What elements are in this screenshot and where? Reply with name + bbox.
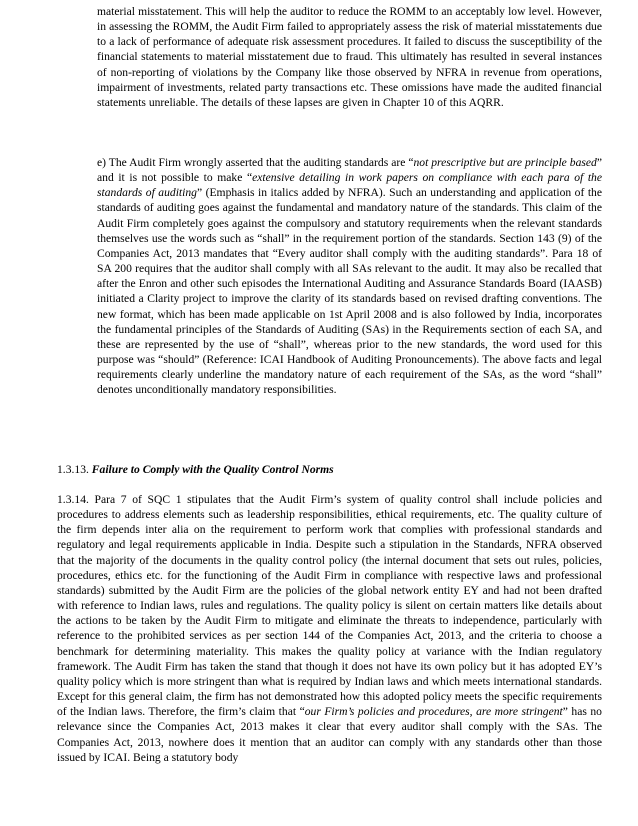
- p3-italic-quote: our Firm’s policies and procedures, are more stringent: [304, 705, 563, 719]
- section-title: Failure to Comply with the Quality Control Norms: [91, 463, 334, 476]
- paragraph-e-auditing-standards: [97, 155, 602, 398]
- p2-text-a: e) The Audit Firm wrongly asserted that the auditing standards are “: [97, 156, 414, 169]
- p2-text-e: ” (Emphasis in italics added by NFRA). Such an understanding and application of the standards of auditing goes against the fundamental and mandatory nature of the standards. This claim of the Audit Firm completely goes against the compulsory and statutory requirements when the relevant standards themselves use the words such as “shall” in the requirement portion of the standards. Section 143 (9) of the Companies Act, 2013 mandates that “Every auditor shall comply with the auditing standards”. Para 18 of SA 200 requires that the auditor shall comply with all SAs relevant to the audit. It may also be recalled that after the Enron and other such episodes the International Auditing and Assurance Standards Board (IAASB) initiated a Clarity project to improve the clarity of its standards based on revised drafting conventions. The new format, which has been made applicable on 1st April 2008 and is also followed by India, incorporates the fundamental principles of the Standards of Auditing (SAs) in the Requirements section of each SA, and these are represented by the use of “shall”, whereas prior to the new standards, the word used for this purpose was “should” (Reference: ICAI Handbook of Auditing Pronouncements). The above facts and legal requirements clearly underline the mandatory nature of each requirement of the SAs, as the word “shall” denotes unconditionally mandatory responsibilities.: [97, 186, 602, 397]
- p2-italic-quote-1: not prescriptive but are principle based: [413, 156, 597, 169]
- paragraph-quality-control: [57, 492, 602, 765]
- p3-text-a: 1.3.14. Para 7 of SQC 1 stipulates that the Audit Firm’s system of quality control shall include policies and procedures to address elements such as leadership responsibilities, ethical requirements, etc. The quality culture of the firm depends inter alia on the requirement to perform work that complies with professional standards and regulatory and legal requirements applicable in India. Despite such a stipulation in the Standards, NFRA observed that the majority of the documents in the quality control policy (the internal document that sets out rules, policies, procedures, ethics etc. for the functioning of the Audit Firm in compliance with respective laws and professional standards) submitted by the Audit Firm are the policies of the global network entity EY and had not been drafted with reference to Indian laws, rules and regulations. The quality policy is silent on certain matters like details about the actions to be taken by the Audit Firm to mitigate and eliminate the threats to independence, particularly with reference to the prohibited services as per section 144 of the Companies Act, 2013, and the criteria to choose a benchmark for determining materiality. This makes the quality policy at variance with the Indian regulatory framework. The Audit Firm has taken the stand that though it does not have its own policy but it has adopted EY’s quality policy which is more stringent than what is required by Indian laws and which meets international standards. Except for this general claim, the firm has not demonstrated how this adopted policy meets the specific requirements of the Indian laws. Therefore, the firm’s claim that “: [57, 493, 602, 719]
- p3-text-c: ” has no relevance since the Companies Act, 2013 makes it clear that every auditor shall comply with the SAs. The Companies Act, 2013, nowhere does it mention that an auditor can comply with any standards other than those issued by ICAI. Being a statutory body: [57, 705, 602, 764]
- p2-italic-quote-2: extensive detailing in work papers on compliance with each para of the standards of auditing: [97, 171, 602, 200]
- section-number: 1.3.13.: [57, 463, 89, 476]
- section-heading: [57, 462, 334, 477]
- p2-text-c: ” and it is not possible to make “: [97, 156, 602, 185]
- paragraph-romm: material misstatement. This will help the auditor to reduce the ROMM to an acceptably low level. However, in assessing the ROMM, the Audit Firm failed to appropriately assess the risk of material misstatements due to a lack of performance of adequate risk assessment procedures. It failed to discuss the susceptibility of the financial statements to material misstatement due to fraud. This ultimately has resulted in several instances of non-reporting of violations by the Company like those observed by NFRA in revenue from operations, impairment of investments, related party transactions etc. These omissions have made the audited financial statements unreliable. The details of these lapses are given in Chapter 10 of this AQRR.: [97, 5, 602, 109]
